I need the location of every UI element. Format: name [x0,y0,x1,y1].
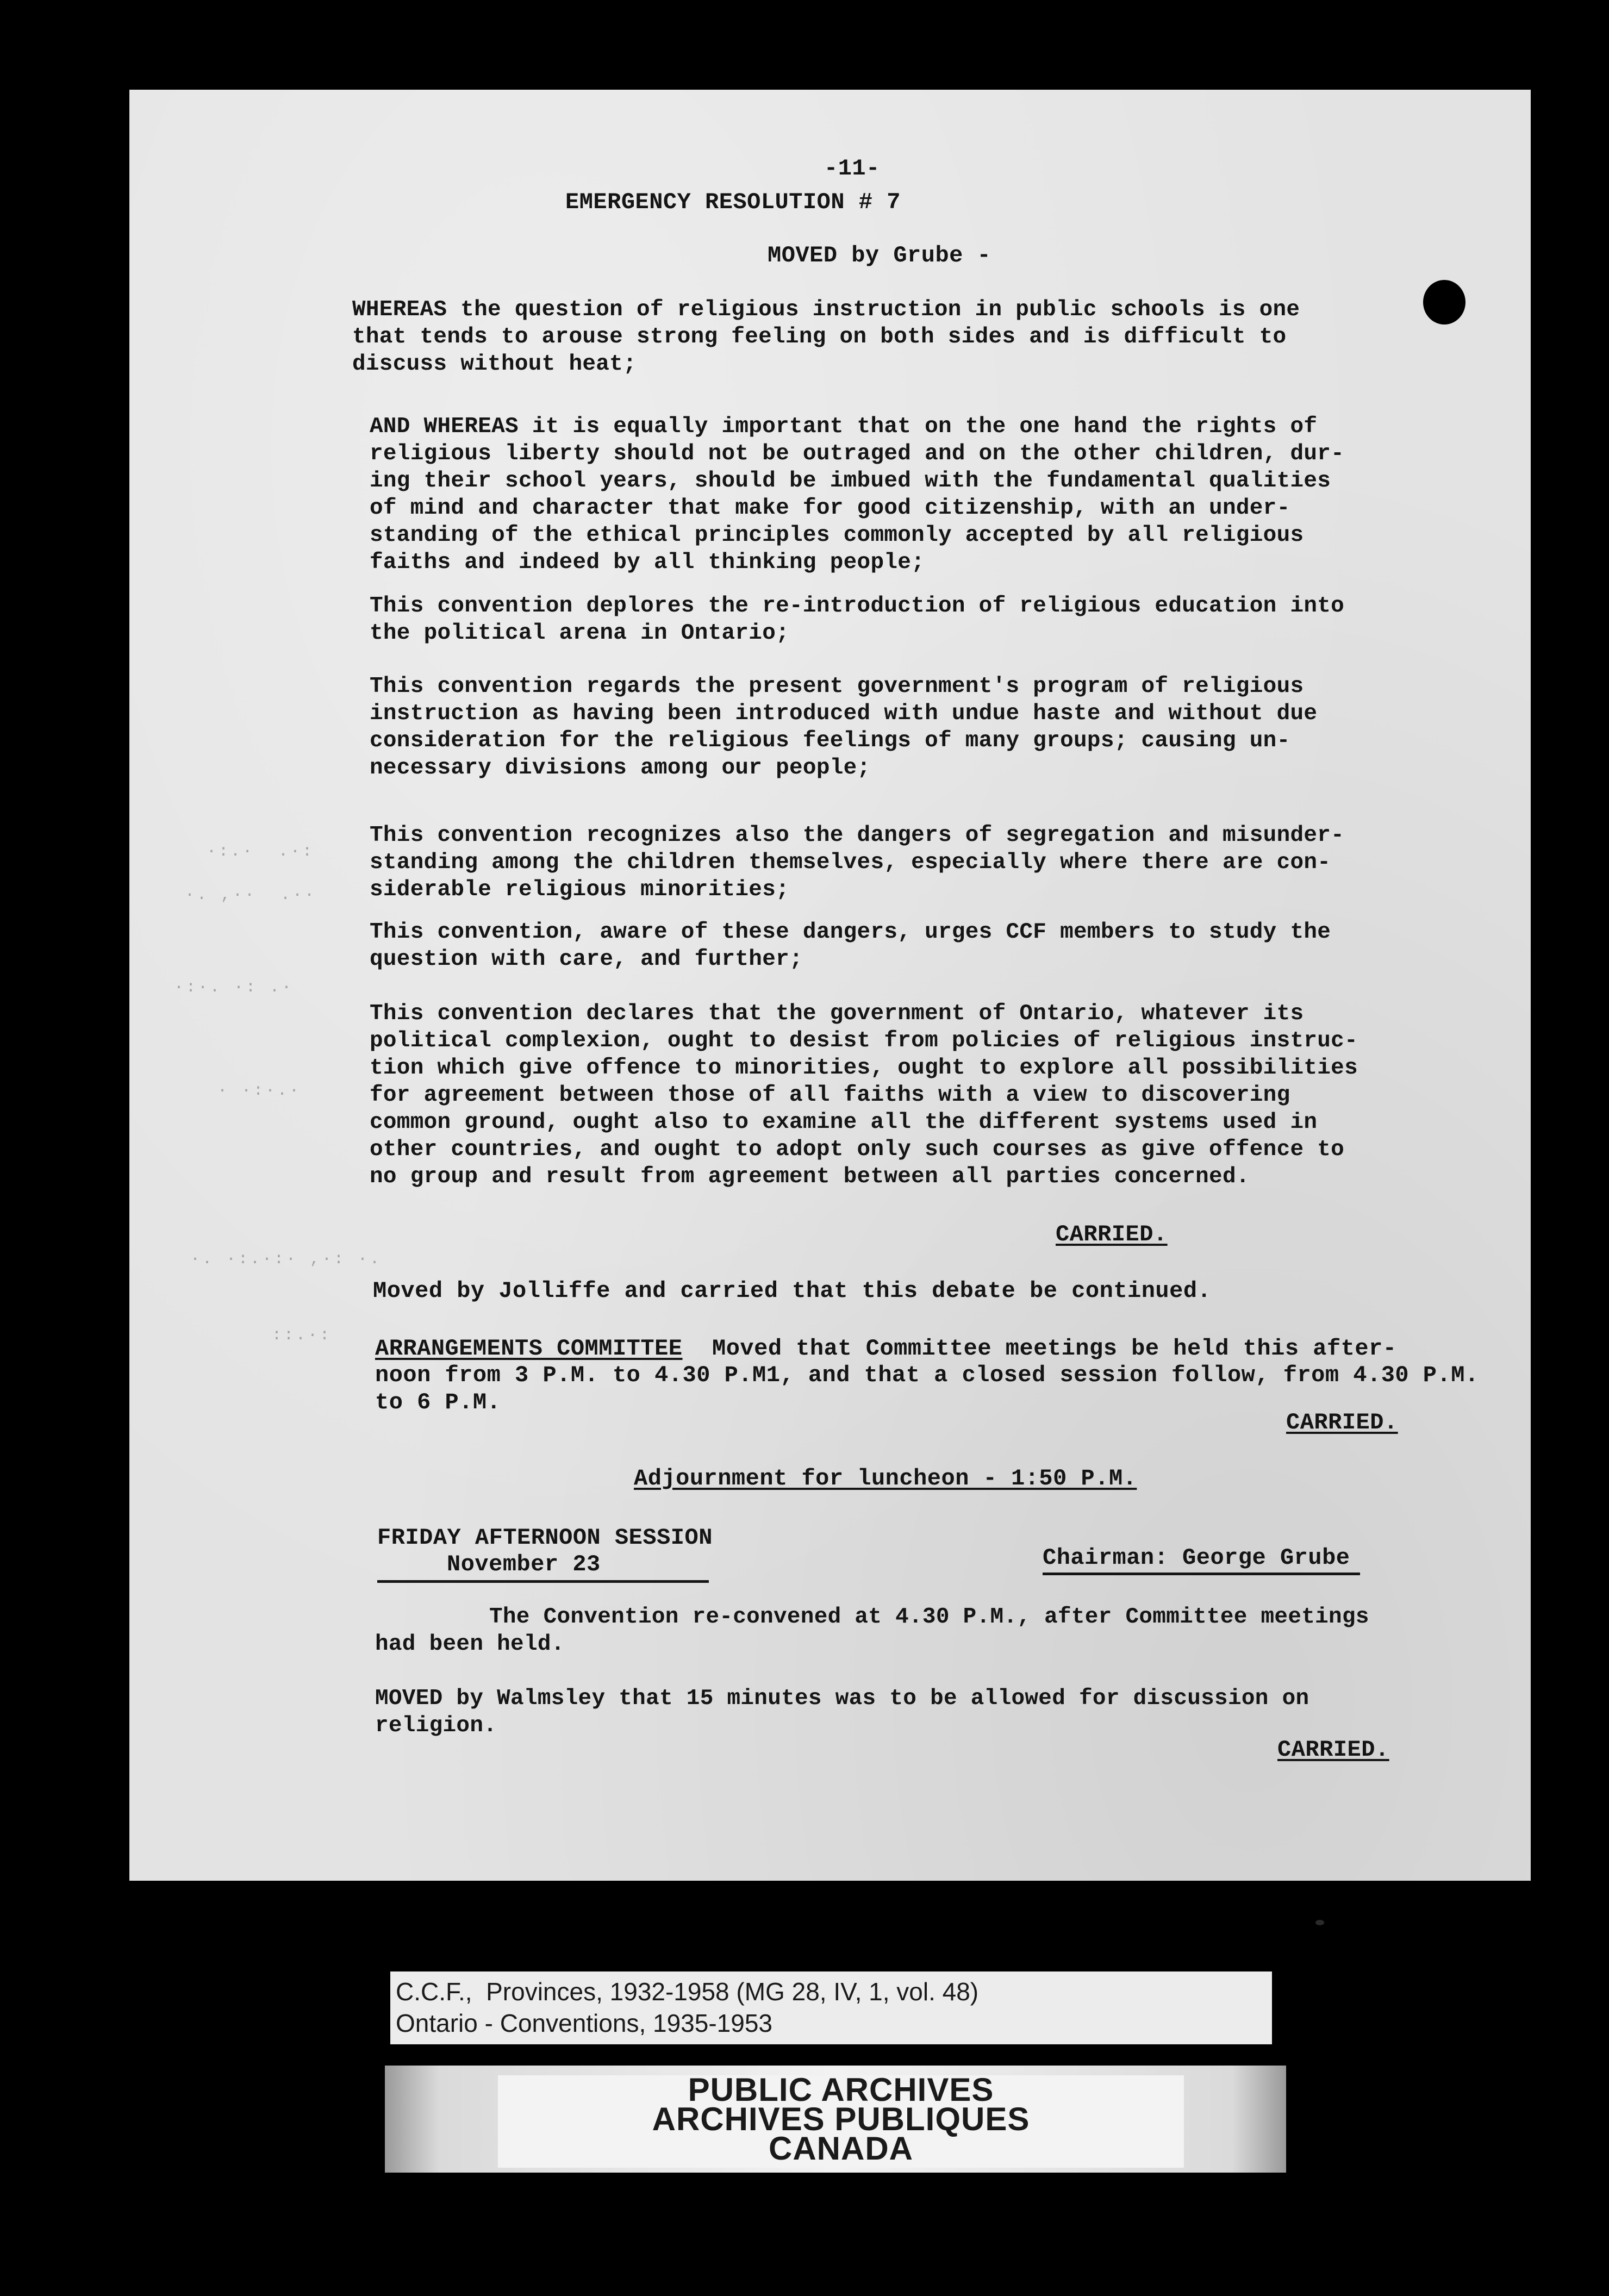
whereas-paragraph-1: WHEREAS the question of religious instruction in public schools is one that tends to arouse strong feeling on both sides and is difficult to discuss without heat; [352,297,1300,377]
session-underline [377,1580,709,1583]
walmsley-motion: MOVED by Walmsley that 15 minutes was to be allowed for discussion on religion. [375,1686,1309,1738]
carried-mark-1: CARRIED. [1056,1221,1168,1247]
dust-speck [1315,1920,1324,1925]
declares-paragraph: This convention declares that the government of Ontario, whatever its political complexion, ought to desist from policies of religious instruc- tion which give offence to minorities, ought to explore all possibilities for agreement between those of all faiths with a view to discovering common ground, ought also to examine all the different systems used in other countries, and ought to adopt only such courses as give offence to no group and result from agreement between all parties concerned. [370,1001,1358,1189]
jolliffe-motion: Moved by Jolliffe and carried that this debate be continued. [373,1278,1212,1304]
archives-stamp-panel [498,2072,1184,2168]
resolution-heading: EMERGENCY RESOLUTION # 7 [565,189,901,215]
deplores-paragraph: This convention deplores the re-introduction of religious education into the political arena in Ontario; [370,594,1345,646]
arrangements-motion-line-1: Moved that Committee meetings be held this after- [712,1336,1397,1362]
archive-reference-label [390,1971,1272,2044]
archives-stamp [385,2066,1286,2173]
whereas-paragraph-2: AND WHEREAS it is equally important that on the one hand the rights of religious liberty should not be outraged and on the other children, dur- ing their school years, should be imbued with the fundamental qualities of mind and character that make for good citizenship, with an under- standing of the ethical principles commonly accepted by all religious faiths and indeed by all thinking people; [370,414,1345,575]
bleed-through-marks: · ·:·.· [217,1082,302,1100]
carried-mark-2: CARRIED. [1286,1409,1398,1436]
bleed-through-marks: ·:.· .·: [207,843,315,861]
adjournment-line: Adjournment for luncheon - 1:50 P.M. [634,1465,1137,1492]
archive-reference-line-2: Ontario - Conventions, 1935-1953 [396,2009,772,2037]
regards-paragraph: This convention regards the present government's program of religious instruction as having been introduced with undue haste and without due consideration for the religious feelings of many groups; causing un- necessary divisions among our people; [370,674,1318,781]
reconvened-paragraph: The Convention re-convened at 4.30 P.M., after Committee meetings had been held. [375,1605,1369,1657]
chairman-underline [1043,1573,1360,1575]
stamp-line-2: ARCHIVES PUBLIQUES [652,2101,1030,2137]
stamp-line-3: CANADA [769,2130,913,2167]
carried-mark-3: CARRIED. [1277,1737,1389,1763]
bleed-through-marks: ·. ,·· .·· [185,886,317,904]
arrangements-motion-line-2: noon from 3 P.M. to 4.30 P.M1, and that a closed session follow, from 4.30 P.M. [375,1362,1479,1388]
session-chairman: Chairman: George Grube [1043,1545,1350,1571]
arrangements-committee-title: ARRANGEMENTS COMMITTEE [375,1336,683,1362]
bleed-through-marks: ·. ·:.·:· ,·: ·. [190,1250,382,1269]
bleed-through-marks: ::.·: [272,1326,332,1345]
punch-hole [1423,280,1465,325]
session-title: FRIDAY AFTERNOON SESSION [377,1525,713,1551]
moved-by-line: MOVED by Grube - [768,242,991,269]
arrangements-motion-line-3: to 6 P.M. [375,1389,501,1415]
bleed-through-marks: ·:·. ·: .· [174,978,294,997]
urges-paragraph: This convention, aware of these dangers, urges CCF members to study the question with care, and further; [370,920,1331,972]
recognizes-paragraph: This convention recognizes also the dangers of segregation and misunder- standing among the children themselves, especially where there are con- siderable religious minorities; [370,823,1345,902]
session-date: November 23 [447,1551,601,1577]
stamp-line-1: PUBLIC ARCHIVES [688,2072,994,2108]
archive-reference-line-1: C.C.F., Provinces, 1932-1958 (MG 28, IV, 1, vol. 48) [396,1977,979,2006]
page-number: -11- [824,155,880,182]
